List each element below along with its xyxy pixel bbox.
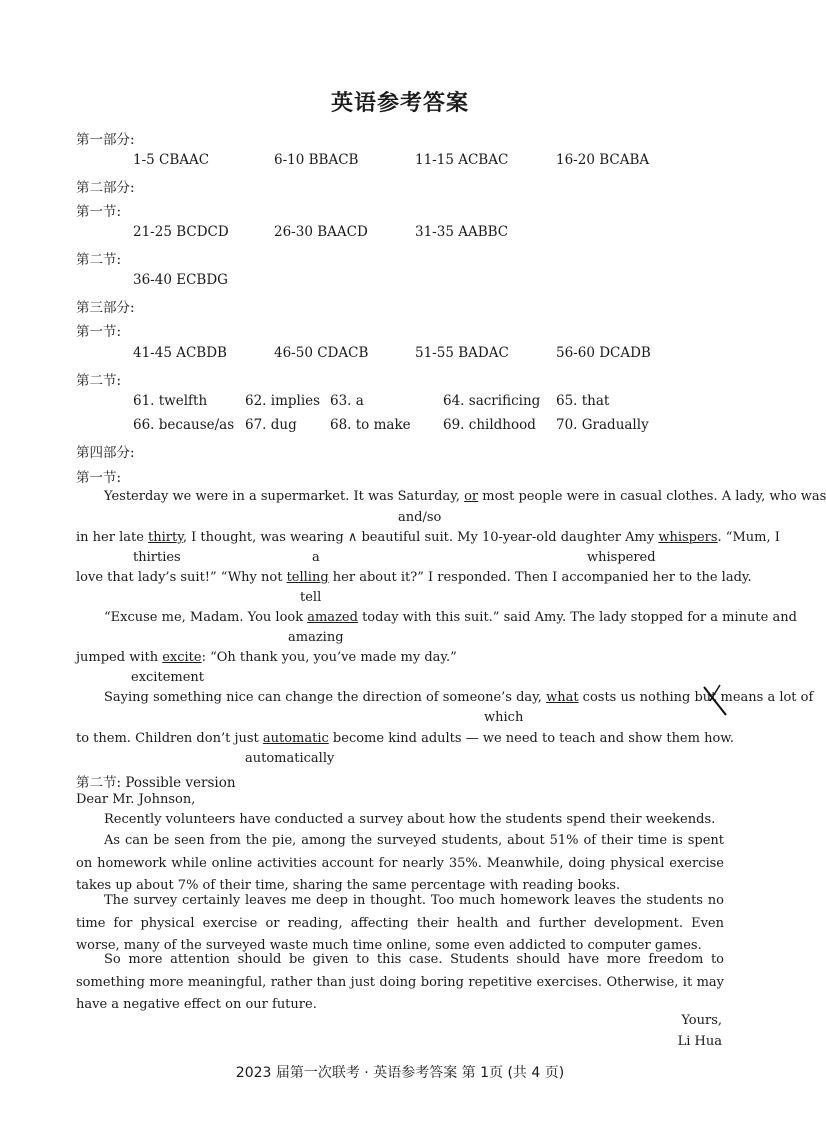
answer-group: 31-35 AABBC	[415, 224, 509, 240]
word-answer: 66. because/as	[133, 417, 235, 433]
part2-sec1-heading: 第一节:	[76, 204, 122, 220]
letter-signature: Li Hua	[677, 1034, 722, 1049]
word-answer: 63. a	[330, 393, 364, 409]
passage-line: Yesterday we were in a supermarket. It was Saturday, or most people were in casual clothes. A lady, who was	[104, 489, 826, 504]
deleted-word: of	[800, 690, 814, 705]
part4-sec1-heading: 第一节:	[76, 470, 122, 486]
answer-group: 36-40 ECBDG	[133, 272, 228, 288]
passage-line: to them. Children don’t just automatic become kind adults — we need to teach and show them how.	[76, 731, 735, 746]
page-title: 英语参考答案	[330, 91, 469, 116]
part3-heading: 第三部分:	[76, 300, 135, 316]
part4-sec2-heading: 第二节: Possible version	[76, 775, 236, 791]
passage-line: “Excuse me, Madam. You look amazed today with this suit.” said Amy. The lady stopped for a minute and	[104, 610, 797, 625]
correction: which	[484, 710, 524, 725]
part4-heading: 第四部分:	[76, 445, 135, 461]
letter-paragraph: The survey certainly leaves me deep in thought. Too much homework leaves the students no time for physical exercise or reading, affecting their health and further development. Even worse, many of the surveyed waste much time online, some even addicted to computer games.	[76, 893, 724, 953]
word-answer: 69. childhood	[443, 417, 536, 433]
letter-paragraph: So more attention should be given to this case. Students should have more freedom to something more meaningful, rather than just doing boring repetitive exercises. Otherwise, it may have a negative effect on our future.	[76, 952, 724, 1012]
passage-line: in her late thirty, I thought, was wearing ∧ beautiful suit. My 10-year-old daughter Amy whispers. “Mum, I	[76, 530, 780, 545]
correction: automatically	[245, 751, 335, 766]
letter-closing: Yours,	[681, 1013, 722, 1028]
answer-group: 41-45 ACBDB	[133, 345, 227, 361]
letter-paragraph: Recently volunteers have conducted a survey about how the students spend their weekends.	[104, 812, 716, 827]
word-answer: 65. that	[556, 393, 610, 409]
error-word: or	[464, 489, 479, 504]
error-word: amazed	[307, 610, 358, 625]
correction: amazing	[288, 630, 344, 645]
answer-group: 11-15 ACBAC	[415, 152, 509, 168]
error-word: whispers	[658, 530, 718, 545]
correction: tell	[300, 590, 322, 605]
error-word: telling	[286, 570, 329, 585]
part3-sec2-heading: 第二节:	[76, 373, 122, 389]
correction: excitement	[131, 670, 204, 685]
word-answer: 61. twelfth	[133, 393, 208, 409]
passage-line: love that lady’s suit!” “Why not telling her about it?” I responded. Then I accompanied her to the lady.	[76, 570, 752, 585]
word-answer: 70. Gradually	[556, 417, 649, 433]
word-answer: 62. implies	[245, 393, 321, 409]
error-word: what	[546, 690, 579, 705]
page-footer: 2023 届第一次联考 · 英语参考答案 第 1页 (共 4 页)	[235, 1065, 565, 1081]
answer-group: 1-5 CBAAC	[133, 152, 210, 168]
part2-heading: 第二部分:	[76, 180, 135, 196]
correction: thirties	[133, 550, 181, 565]
letter-greeting: Dear Mr. Johnson,	[76, 792, 196, 807]
correction: whispered	[587, 550, 656, 565]
error-word: automatic	[262, 731, 329, 746]
letter-paragraph: As can be seen from the pie, among the surveyed students, about 51% of their time is spent on homework while online activities account for nearly 35%. Meanwhile, doing physical exercise takes up about 7% of their time, sharing the same percentage with reading books.	[76, 833, 724, 893]
passage-line: Saying something nice can change the direction of someone’s day, what costs us nothing but means a lot of	[104, 690, 814, 705]
passage-line: jumped with excite: “Oh thank you, you’ve made my day.”	[76, 650, 457, 665]
correction: a	[312, 550, 320, 565]
delete-mark-icon	[702, 683, 728, 717]
answer-group: 51-55 BADAC	[415, 345, 509, 361]
error-word: excite	[162, 650, 202, 665]
part3-sec1-heading: 第一节:	[76, 324, 122, 340]
answer-group: 26-30 BAACD	[274, 224, 368, 240]
word-answer: 68. to make	[330, 417, 411, 433]
answer-group: 16-20 BCABA	[556, 152, 650, 168]
error-word: thirty	[148, 530, 183, 545]
answer-group: 21-25 BCDCD	[133, 224, 229, 240]
part1-heading: 第一部分:	[76, 132, 135, 148]
word-answer: 67. dug	[245, 417, 297, 433]
insert-caret: ∧	[347, 530, 358, 545]
answer-group: 56-60 DCADB	[556, 345, 651, 361]
correction: and/so	[398, 510, 442, 525]
answer-group: 46-50 CDACB	[274, 345, 369, 361]
part2-sec2-heading: 第二节:	[76, 252, 122, 268]
answer-group: 6-10 BBACB	[274, 152, 359, 168]
word-answer: 64. sacrificing	[443, 393, 541, 409]
